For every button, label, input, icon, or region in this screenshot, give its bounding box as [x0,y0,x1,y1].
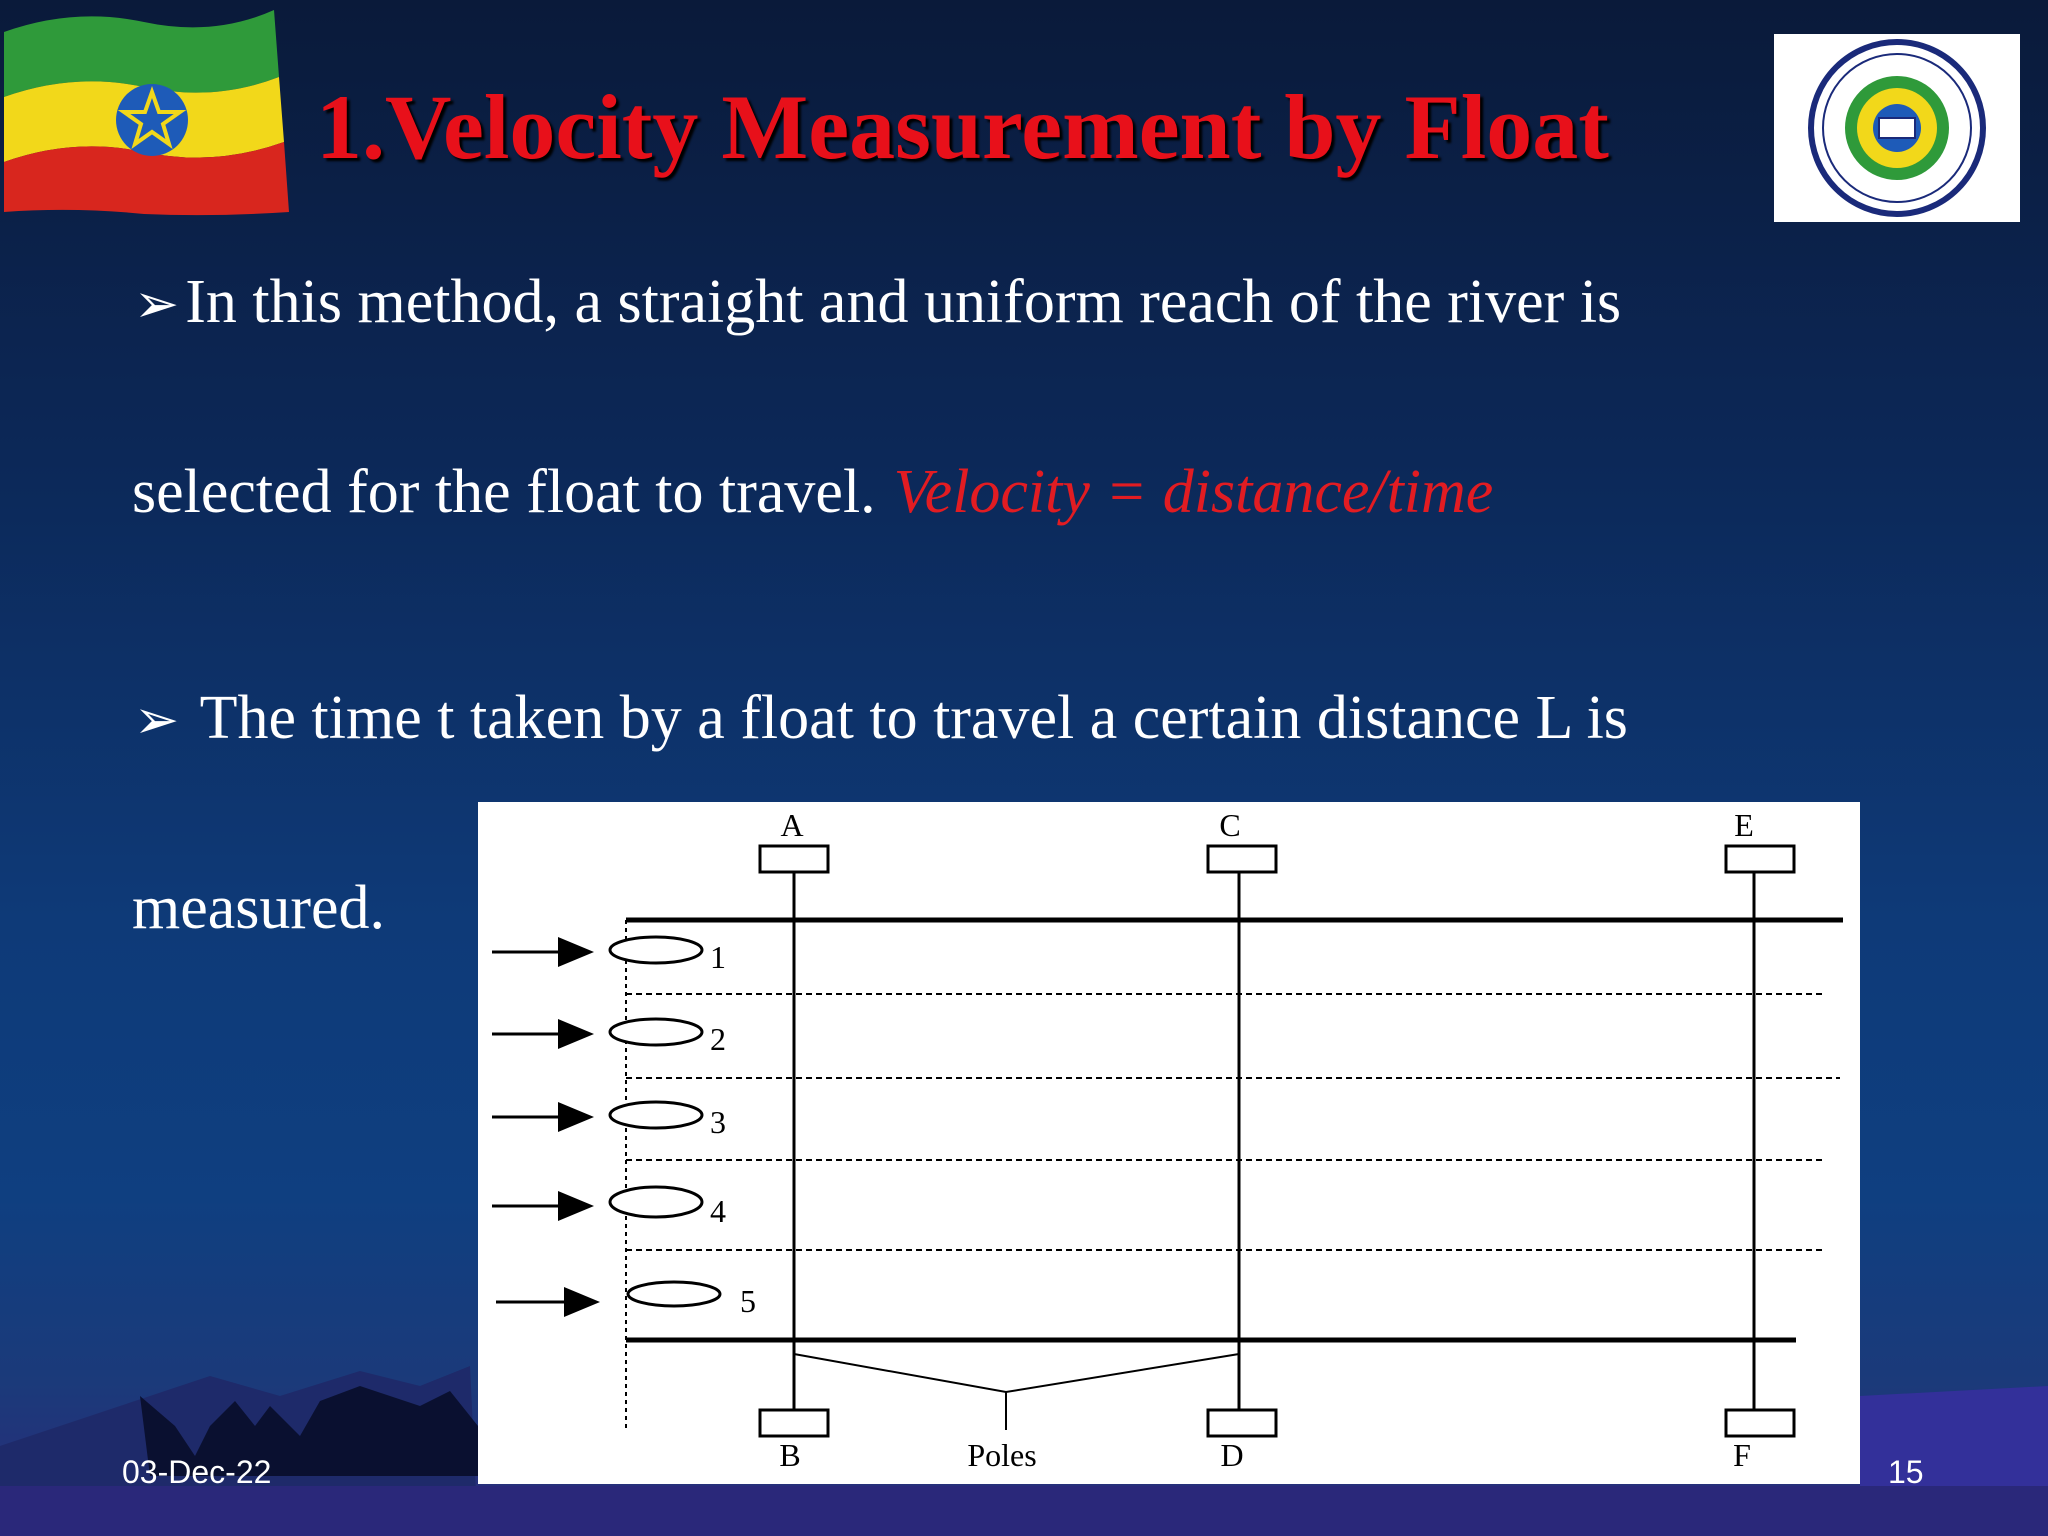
bullet-arrow-icon: ➢ [134,690,180,750]
footer-date: 03-Dec-22 [122,1454,272,1490]
bullet-2-line-2 [132,868,385,948]
pole-label-c: C [1219,807,1241,843]
diagram-svg [478,802,1860,1484]
pole-box-d [1208,1410,1276,1436]
float-label-5: 5 [740,1283,756,1319]
bullet-1-line-2 [132,452,1493,532]
poles-bracket [794,1354,1239,1392]
bullet-1-continuation: selected for the float to travel. [132,458,876,526]
pole-label-f: F [1733,1437,1751,1473]
float-label-1: 1 [710,939,726,975]
pole-box-f [1726,1410,1794,1436]
float-2 [610,1019,702,1045]
pole-label-d: D [1220,1437,1244,1473]
float-label-3: 3 [710,1104,726,1140]
bullet-2-text: The time t taken by a float to travel a certain distance L is [185,684,1628,752]
pole-box-e [1726,846,1794,872]
ethiopian-flag-icon [4,2,294,217]
bullet-1-text: In this method, a straight and uniform reach of the river is [185,268,1622,336]
bullet-1-line-1 [134,262,1621,344]
pole-box-b [760,1410,828,1436]
float-label-2: 2 [710,1021,726,1057]
pole-label-a: A [780,807,804,843]
bullet-arrow-icon: ➢ [134,274,180,334]
pole-box-c [1208,846,1276,872]
bullet-2-line-1 [134,678,1628,760]
float-4 [610,1187,702,1217]
slide-title: 1.Velocity Measurement by Float [316,76,1609,178]
pole-label-e: E [1734,807,1754,843]
pole-label-b: B [779,1437,801,1473]
poles-label: Poles [967,1437,1037,1473]
velocity-formula: Velocity = distance/time [893,458,1494,526]
float-1 [610,937,702,963]
float-label-4: 4 [710,1193,726,1229]
bullet-2-continuation: measured. [132,874,386,942]
page-number: 15 [1888,1454,1924,1490]
university-logo [1774,34,2020,222]
float-measurement-diagram [478,802,1860,1484]
mizan-tepi-university-logo [1774,34,2020,222]
pole-box-a [760,846,828,872]
float-3 [610,1102,702,1128]
float-5 [628,1282,720,1306]
